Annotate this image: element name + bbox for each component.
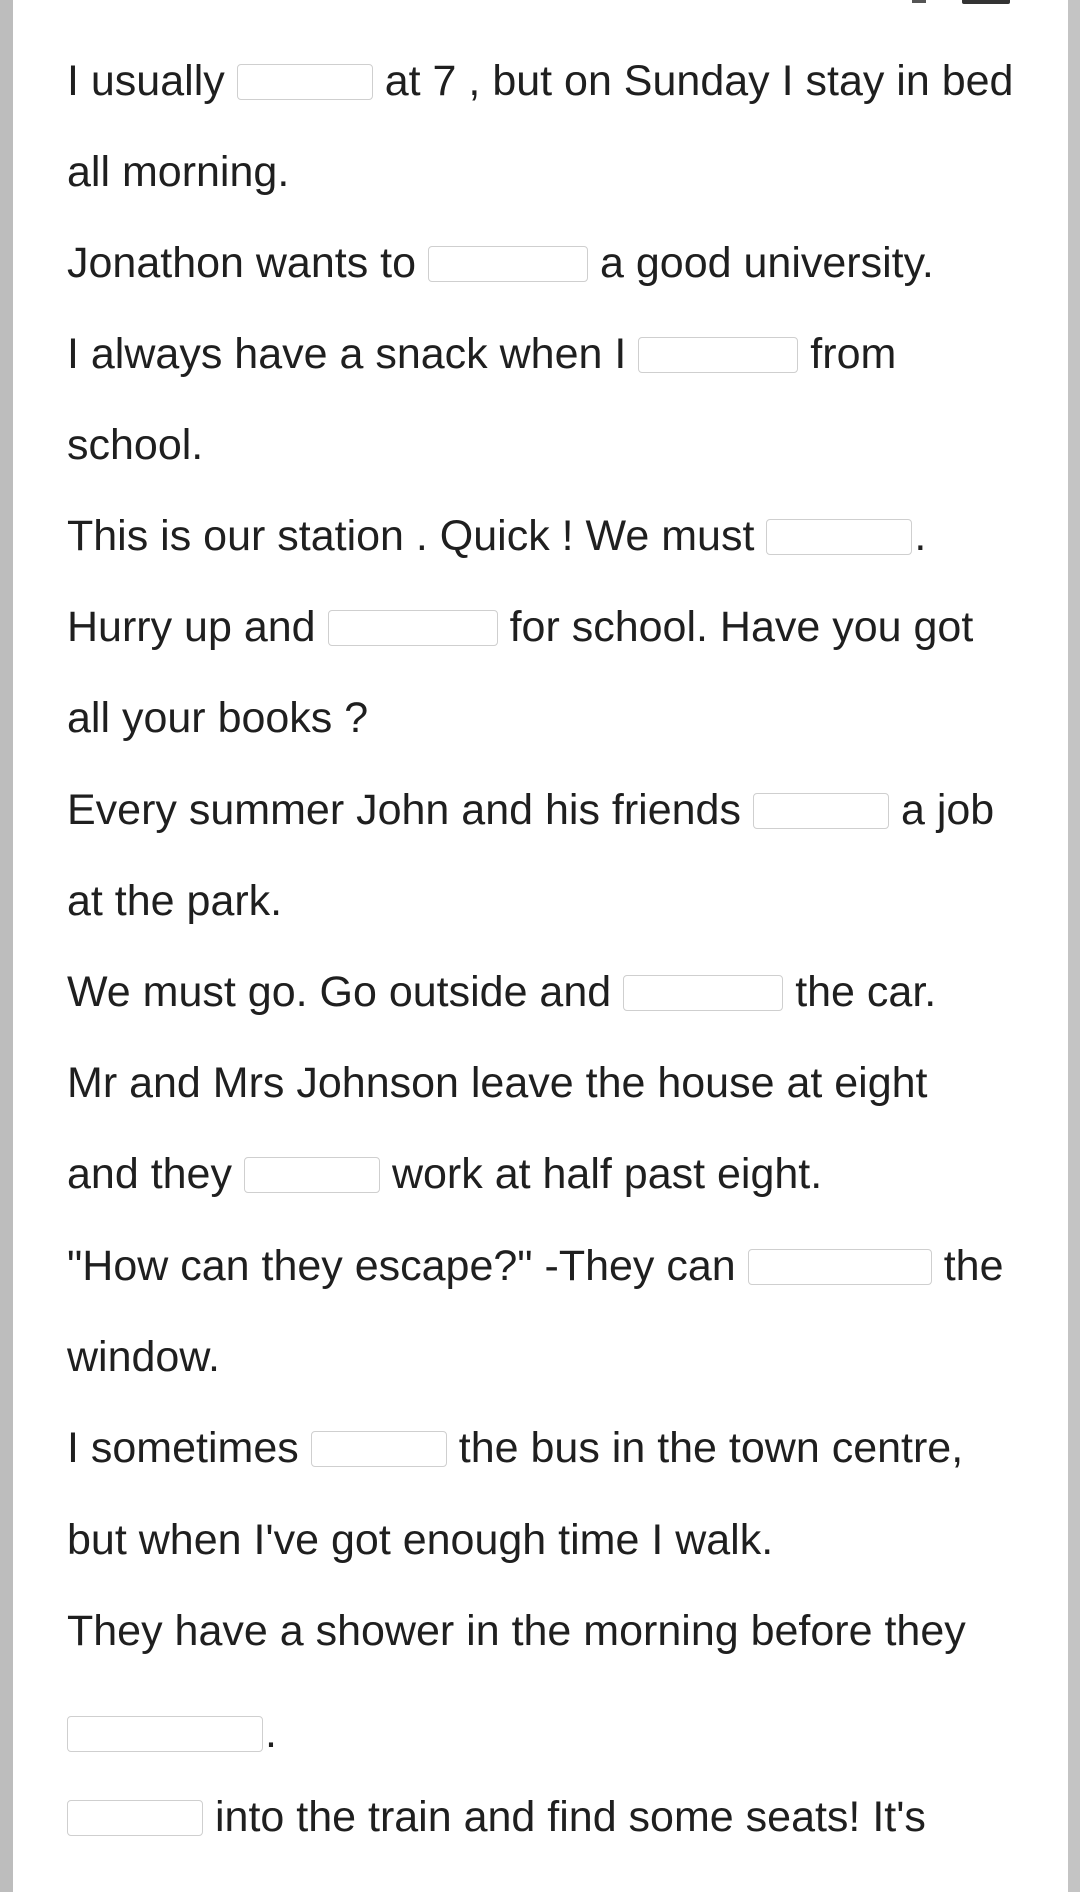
answer-input-5[interactable]	[328, 610, 498, 646]
answer-input-4[interactable]	[766, 519, 912, 555]
item-text: .	[914, 512, 927, 560]
item-text: for school. Have you got	[509, 603, 974, 651]
item-text: .	[265, 1709, 277, 1757]
item-text: work at half past eight.	[391, 1150, 823, 1198]
item-text: at the park.	[67, 877, 283, 925]
item-text: the bus in the town centre,	[458, 1424, 964, 1472]
left-edge-bar	[0, 0, 13, 1892]
answer-input-9[interactable]	[748, 1249, 932, 1285]
item-text: We must go. Go outside and	[67, 968, 612, 1016]
item-text: I always have a snack when I	[67, 330, 627, 378]
answer-input-1[interactable]	[237, 64, 373, 100]
item-text: I usually	[67, 57, 225, 105]
item-text: but when I've got enough time I walk.	[67, 1516, 774, 1564]
item-text: into the train and find some seats! It's	[215, 1793, 926, 1841]
item-text: I sometimes	[67, 1424, 299, 1472]
answer-input-12[interactable]	[67, 1800, 203, 1836]
answer-input-6[interactable]	[753, 793, 889, 829]
item-text: and they	[67, 1150, 232, 1198]
item-text: the	[943, 1242, 1004, 1290]
answer-input-8[interactable]	[244, 1157, 380, 1193]
top-edge-mark	[962, 0, 1010, 4]
top-edge-mark-small	[912, 0, 926, 3]
item-text: "How can they escape?" -They can	[67, 1242, 736, 1290]
answer-input-7[interactable]	[623, 975, 783, 1011]
item-text: all morning.	[67, 148, 290, 196]
item-text: Mr and Mrs Johnson leave the house at eight	[67, 1059, 928, 1107]
item-text: a good university.	[600, 239, 934, 287]
item-text: This is our station . Quick ! We must	[67, 512, 755, 560]
item-text: at 7 , but on Sunday I stay in bed	[384, 57, 1014, 105]
item-text: all your books ?	[67, 694, 369, 742]
item-text: school.	[67, 421, 204, 469]
answer-input-2[interactable]	[428, 246, 588, 282]
answer-input-10[interactable]	[311, 1431, 447, 1467]
item-text: Hurry up and	[67, 603, 316, 651]
item-text: the car.	[795, 968, 937, 1016]
right-scrollbar[interactable]	[1068, 0, 1080, 1892]
answer-input-3[interactable]	[638, 337, 798, 373]
item-text: They have a shower in the morning before they	[67, 1607, 966, 1655]
item-text: Every summer John and his friends	[67, 786, 741, 834]
answer-input-11[interactable]	[67, 1716, 263, 1752]
item-text: Jonathon wants to	[67, 239, 417, 287]
item-text: a job	[900, 786, 995, 834]
item-text: window.	[67, 1333, 220, 1381]
item-text: from	[810, 330, 897, 378]
